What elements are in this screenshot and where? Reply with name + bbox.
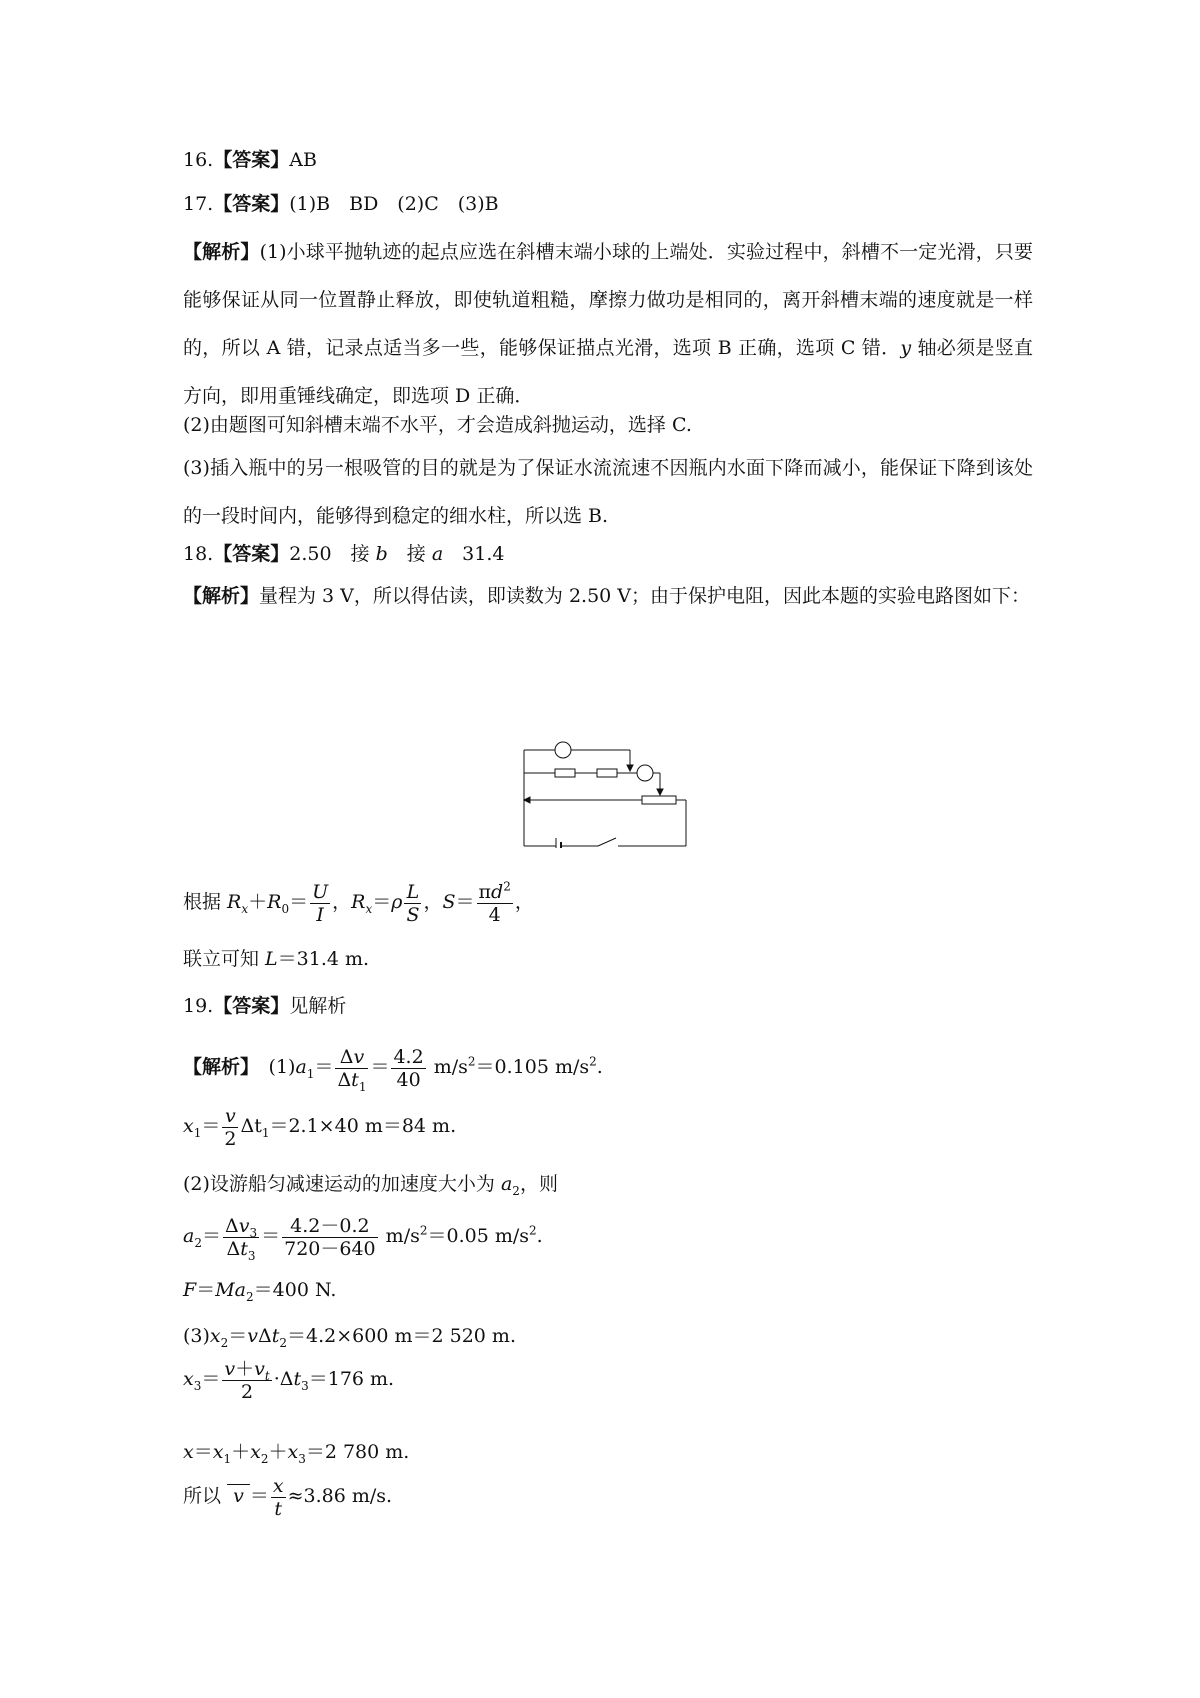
analysis-19-l2: $x_1=$ $\frac{v}{2}$ $\Delta t_1=2.1\times 40$ m＝84 m. <box>183 1104 457 1150</box>
rheostat <box>642 796 676 804</box>
question-number: 19. <box>183 995 214 1017</box>
analysis-text: (2)设游船匀减速运动的加速度大小为 <box>183 1173 501 1195</box>
analysis-17-part1 <box>183 228 1033 420</box>
analysis-tag: 【解析】 <box>183 241 260 263</box>
analysis-19-l5: $F=Ma_2=400$ N. <box>183 1279 337 1304</box>
answer-tag: 【答案】 <box>213 995 290 1017</box>
analysis-text: ，则 <box>519 1173 558 1195</box>
analysis-text: Δt <box>240 1115 262 1137</box>
analysis-19-l8: $x=x_1+x_2+x_3=2$ 780 m. <box>183 1441 410 1466</box>
analysis-text: 所以 <box>183 1485 228 1507</box>
answer-tag: 【答案】 <box>213 193 290 215</box>
answer-var-b: b <box>375 543 388 565</box>
analysis-text: ＝0.05 m/s <box>427 1225 530 1247</box>
analysis-text: ＝2.1×40 m＝84 m. <box>269 1115 457 1137</box>
answer-text: 31.4 <box>443 543 505 565</box>
answer-16 <box>183 146 317 174</box>
analysis-text: (3)插入瓶中的另一根吸管的目的就是为了保证水流流速不因瓶内水面下降而减小，能保证下降到该处的一段时间内，能够得到稳定的细水柱，所以选 B. <box>183 457 1033 527</box>
analysis-text: m/s <box>379 1225 420 1247</box>
answer-tag: 【答案】 <box>213 543 290 565</box>
analysis-19-l6: $(3)x_2=v\Delta t_2=4.2\times 600$ m＝2 520 m. <box>183 1325 516 1350</box>
voltmeter-icon <box>555 742 571 758</box>
switch-blade <box>598 838 616 846</box>
analysis-text: m/s <box>427 1056 468 1078</box>
analysis-text: ＝400 N. <box>253 1279 337 1301</box>
question-number: 18. <box>183 543 214 565</box>
analysis-text: (3) <box>183 1325 210 1347</box>
question-number: 17. <box>183 193 214 215</box>
formula-18: 根据 $R_x+R_0=$ $\frac{U}{I}$ ，$R_x=\rho$ $\frac{L}{S}$ ，S＝ $\frac{\pi d^2}{4}$ ， <box>183 879 534 926</box>
answer-text: AB <box>289 149 317 171</box>
analysis-var-y: y <box>900 337 912 359</box>
analysis-text: 量程为 3 V，所以得估读，即读数为 2.50 V；由于保护电阻，因此本题的实验电路图如下： <box>259 585 1031 607</box>
question-number: 16. <box>183 149 214 171</box>
analysis-19-l3: (2)设游船匀减速运动的加速度大小为 $a_2$，则 <box>183 1173 558 1198</box>
analysis-18-text <box>183 572 1033 620</box>
arrow-icon <box>524 797 530 803</box>
analysis-text: ≈3.86 m/s. <box>287 1485 393 1507</box>
answer-19 <box>183 992 346 1020</box>
analysis-text: ＝176 m. <box>308 1368 395 1390</box>
resistor-rx <box>555 769 575 777</box>
analysis-19-l9: 所以 v ＝ $\frac{x}{t}$ ≈3.86 m/s. <box>183 1474 393 1520</box>
answer-var-a: a <box>431 543 444 565</box>
answer-text: 见解析 <box>289 995 347 1017</box>
analysis-text-end: 轴必须是竖直方向，即用重锤线确定，即选项 D 正确． <box>183 337 1033 407</box>
analysis-text: ＝2 780 m. <box>305 1441 410 1463</box>
analysis-tag: 【解析】 <box>183 1056 250 1078</box>
formula-prefix: 根据 <box>183 891 228 913</box>
analysis-19-l4: $a_2=$ $\frac{\Delta v_3}{\Delta t_3}$ ＝ $\frac{4.2-0.2}{720-640}$ $m/s^2=0.05$ $m/s^2$. <box>183 1214 543 1263</box>
answer-text: 2.50 接 <box>289 543 376 565</box>
analysis-19-l7: $x_3=$ $\frac{v+v_t}{2}$ $\cdot\Delta t_3=176$ m. <box>183 1357 395 1403</box>
analysis-17-part3 <box>183 444 1033 540</box>
analysis-17-part2 <box>183 411 692 439</box>
answer-text: 接 <box>387 543 432 565</box>
analysis-19-l1: 【解析】 $(1)a_1=$ $\frac{\Delta v}{\Delta t_1}$ ＝ $\frac{4.2}{40}$ $m/s^2=0.105$ $m/s^2$. <box>183 1045 603 1094</box>
analysis-text: (1)小球平抛轨迹的起点应选在斜槽末端小球的上端处．实验过程中，斜槽不一定光滑，只要能够保证从同一位置静止释放，即使轨道粗糙，摩擦力做功是相同的，离开斜槽末端的速度就是一样的，所以 A 错，记录点适当多一些，能够保证描点光滑，选项 B 正确，选项 C 错． <box>183 241 1033 359</box>
analysis-text: (1) <box>268 1056 296 1078</box>
analysis-text: ＝4.2×600 m＝2 520 m. <box>287 1325 516 1347</box>
arrow-icon <box>657 789 663 795</box>
circuit-diagram <box>500 728 700 848</box>
answer-tag: 【答案】 <box>213 149 290 171</box>
answer-text: (1)B BD (2)C (3)B <box>289 193 499 215</box>
ammeter-icon <box>637 765 653 781</box>
analysis-text: (2)由题图可知斜槽末端不水平，才会造成斜抛运动，选择 C. <box>183 414 692 436</box>
answer-17 <box>183 190 499 218</box>
analysis-tag: 【解析】 <box>183 585 260 607</box>
combine-result: ＝31.4 m. <box>277 948 370 970</box>
resistor-r0 <box>597 769 617 777</box>
answer-18 <box>183 540 504 568</box>
combine-prefix: 联立可知 <box>183 948 266 970</box>
arrow-icon <box>627 765 633 771</box>
combine-18: 联立可知 L＝31.4 m. <box>183 948 370 970</box>
analysis-text: ＝0.105 m/s <box>475 1056 590 1078</box>
